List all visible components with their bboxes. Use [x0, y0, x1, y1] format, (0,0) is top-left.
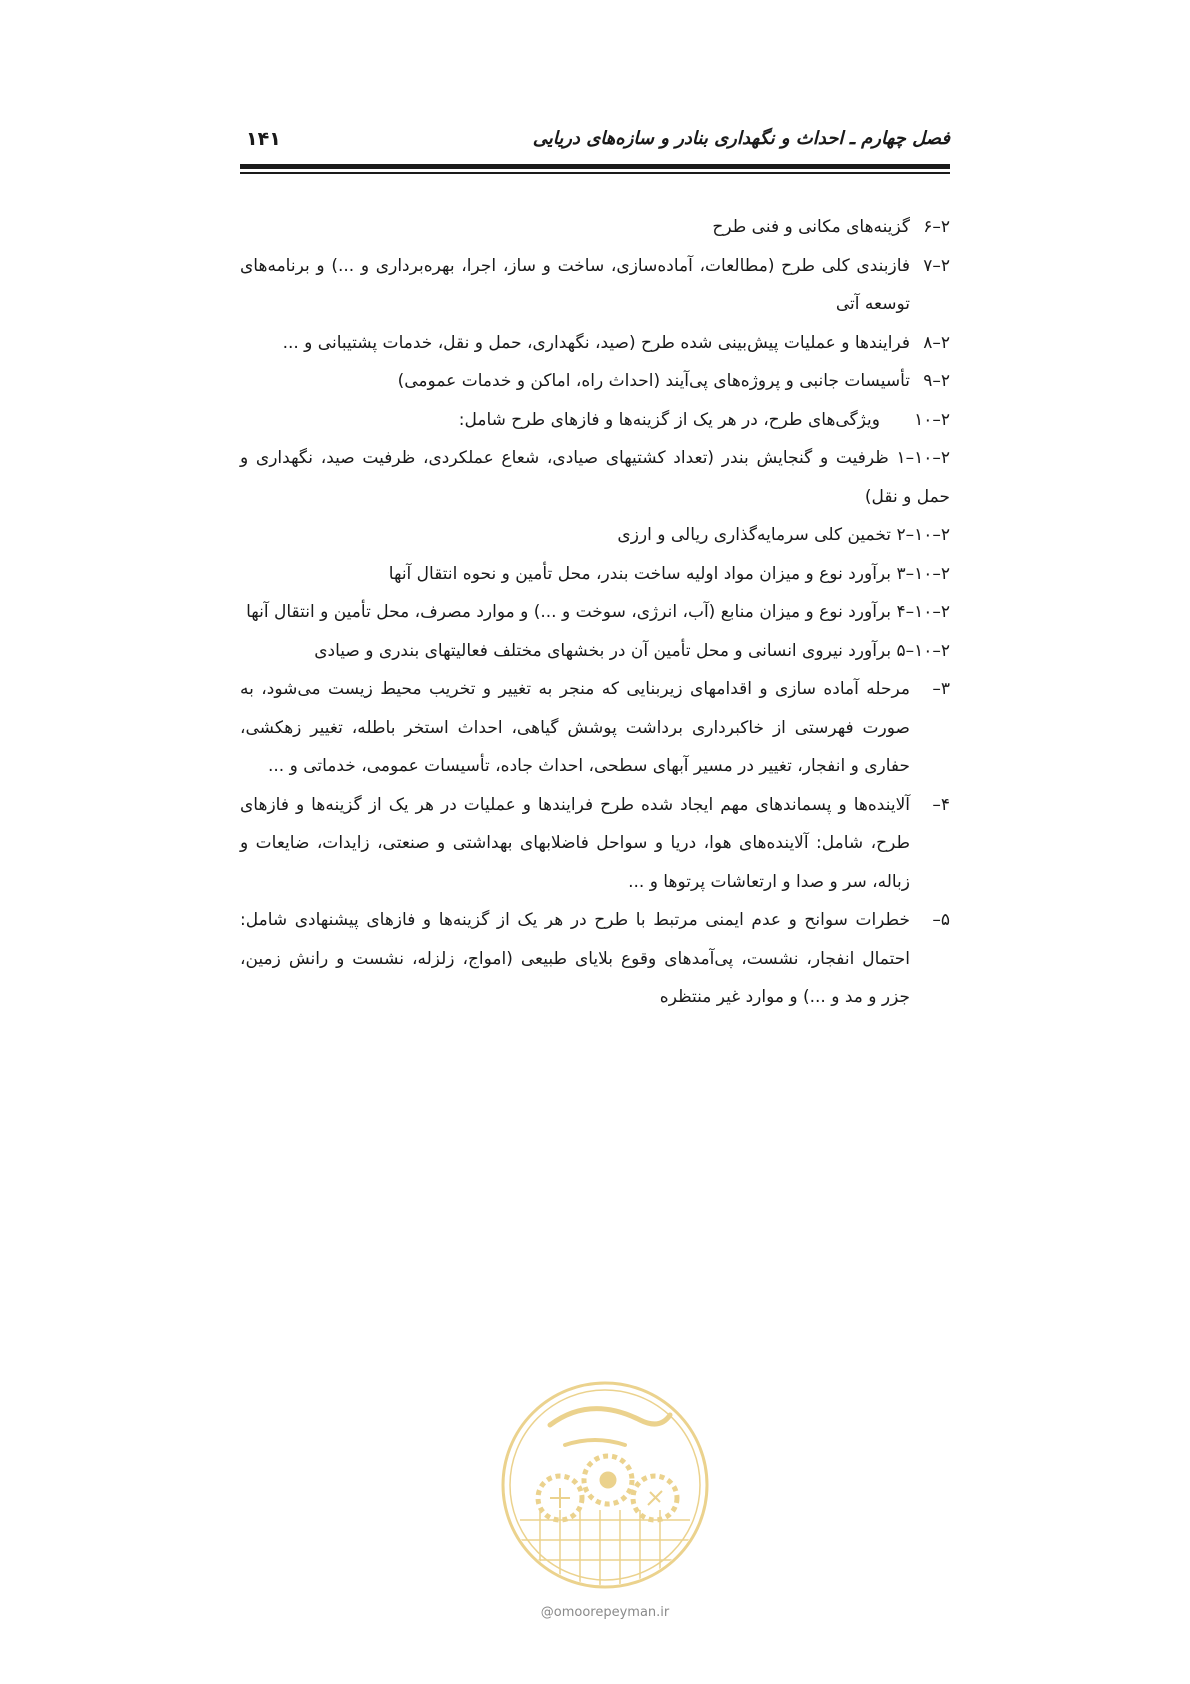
list-item — [240, 593, 950, 632]
list-item — [240, 247, 950, 324]
item-text: خطرات سوانح و عدم ایمنی مرتبط با طرح در هر یک از گزینه‌ها و فازهای پیشنهادی شامل: احتمال انفجار، نشست، پی‌آمدهای وقوع بلایای طبیعی (امواج، زلزله، نشست و رانش زمین، جزر و مد و ...) و موارد غیر منتظره — [240, 910, 910, 1007]
item-number: ۲–۱۰ — [914, 409, 950, 430]
item-number: ۲–۱۰–۲ — [891, 525, 950, 545]
item-number: ۵– — [932, 910, 950, 930]
item-number: ۲–۱۰–۴ — [891, 602, 950, 622]
watermark-url: @omoorepeyman.ir — [540, 1605, 670, 1620]
item-number: ۲–۱۰–۱ — [888, 448, 950, 468]
item-number: ۳– — [932, 679, 950, 699]
page-header — [240, 128, 950, 154]
list-item — [240, 439, 950, 516]
item-text: برآورد نوع و میزان منابع (آب، انرژی، سوخت و ...) و موارد مصرف، محل تأمین و انتقال آنها — [246, 602, 892, 622]
list-item — [240, 632, 950, 671]
item-text: تأسیسات جانبی و پروژه‌های پی‌آیند (احداث راه، اماکن و خدمات عمومی) — [397, 371, 910, 391]
list-item — [240, 516, 950, 555]
list-item — [240, 670, 950, 786]
item-text: ظرفیت و گنجایش بندر (تعداد کشتیهای صیادی، شعاع عملکردی، ظرفیت صید، نگهداری و حمل و نقل) — [240, 448, 950, 507]
item-text: برآورد نیروی انسانی و محل تأمین آن در بخشهای مختلف فعالیتهای بندری و صیادی — [314, 640, 892, 661]
header-rule-thick — [240, 164, 950, 169]
item-number: ۲–۹ — [923, 371, 950, 391]
item-number: ۲–۱۰–۵ — [891, 640, 950, 661]
item-text: فازبندی کلی طرح (مطالعات، آماده‌سازی، ساخت و ساز، اجرا، بهره‌برداری و ...) و برنامه‌های توسعه آتی — [240, 255, 910, 314]
item-text: تخمین کلی سرمایه‌گذاری ریالی و ارزی — [617, 525, 892, 545]
item-text: فرایندها و عملیات پیش‌بینی شده طرح (صید، نگهداری، حمل و نقل، خدمات پشتیبانی و ... — [282, 332, 910, 353]
item-number: ۲–۸ — [923, 332, 950, 353]
item-text: آلاینده‌ها و پسماندهای مهم ایجاد شده طرح فرایندها و عملیات در هر یک از گزینه‌ها و فازهای طرح، شامل: آلاینده‌های هوا، دریا و سواحل فاضلابهای بهداشتی و صنعتی، زایدات، ضایعات و زباله، سر و صدا و ارتعاشات پرتوها و ... — [240, 794, 910, 892]
running-title: فصل چهارم ـ احداث و نگهداری بنادر و سازه‌های دریایی — [532, 128, 950, 149]
header-rule-thin — [240, 172, 950, 174]
item-text: مرحله آماده سازی و اقدامهای زیربنایی که منجر به تغییر و تخریب محیط زیست می‌شود، به صورت فهرستی از خاکبرداری برداشت پوشش گیاهی، احداث استخر باطله، تغییر زهکشی، حفاری و انفجار، تغییر در مسیر آبهای سطحی، احداث جاده، تأسیسات عمومی، خدماتی و ... — [240, 679, 910, 776]
item-text: ویژگی‌های طرح، در هر یک از گزینه‌ها و فازهای طرح شامل: — [458, 409, 880, 430]
item-number: ۴– — [932, 794, 950, 815]
item-number: ۲–۷ — [923, 255, 950, 276]
body-content — [240, 208, 950, 1017]
item-text: گزینه‌های مکانی و فنی طرح — [712, 217, 910, 237]
list-item — [240, 208, 950, 247]
item-number: ۲–۶ — [923, 217, 950, 237]
item-text: برآورد نوع و میزان مواد اولیه ساخت بندر، محل تأمین و نحوه انتقال آنها — [388, 563, 892, 584]
list-item — [240, 401, 950, 440]
list-item — [240, 362, 950, 401]
page-number: ۱۴۱ — [246, 128, 281, 150]
item-number: ۲–۱۰–۳ — [891, 563, 950, 584]
list-item — [240, 786, 950, 902]
list-item — [240, 901, 950, 1017]
list-item — [240, 555, 950, 594]
watermark-logo — [480, 1370, 730, 1600]
list-item — [240, 324, 950, 363]
